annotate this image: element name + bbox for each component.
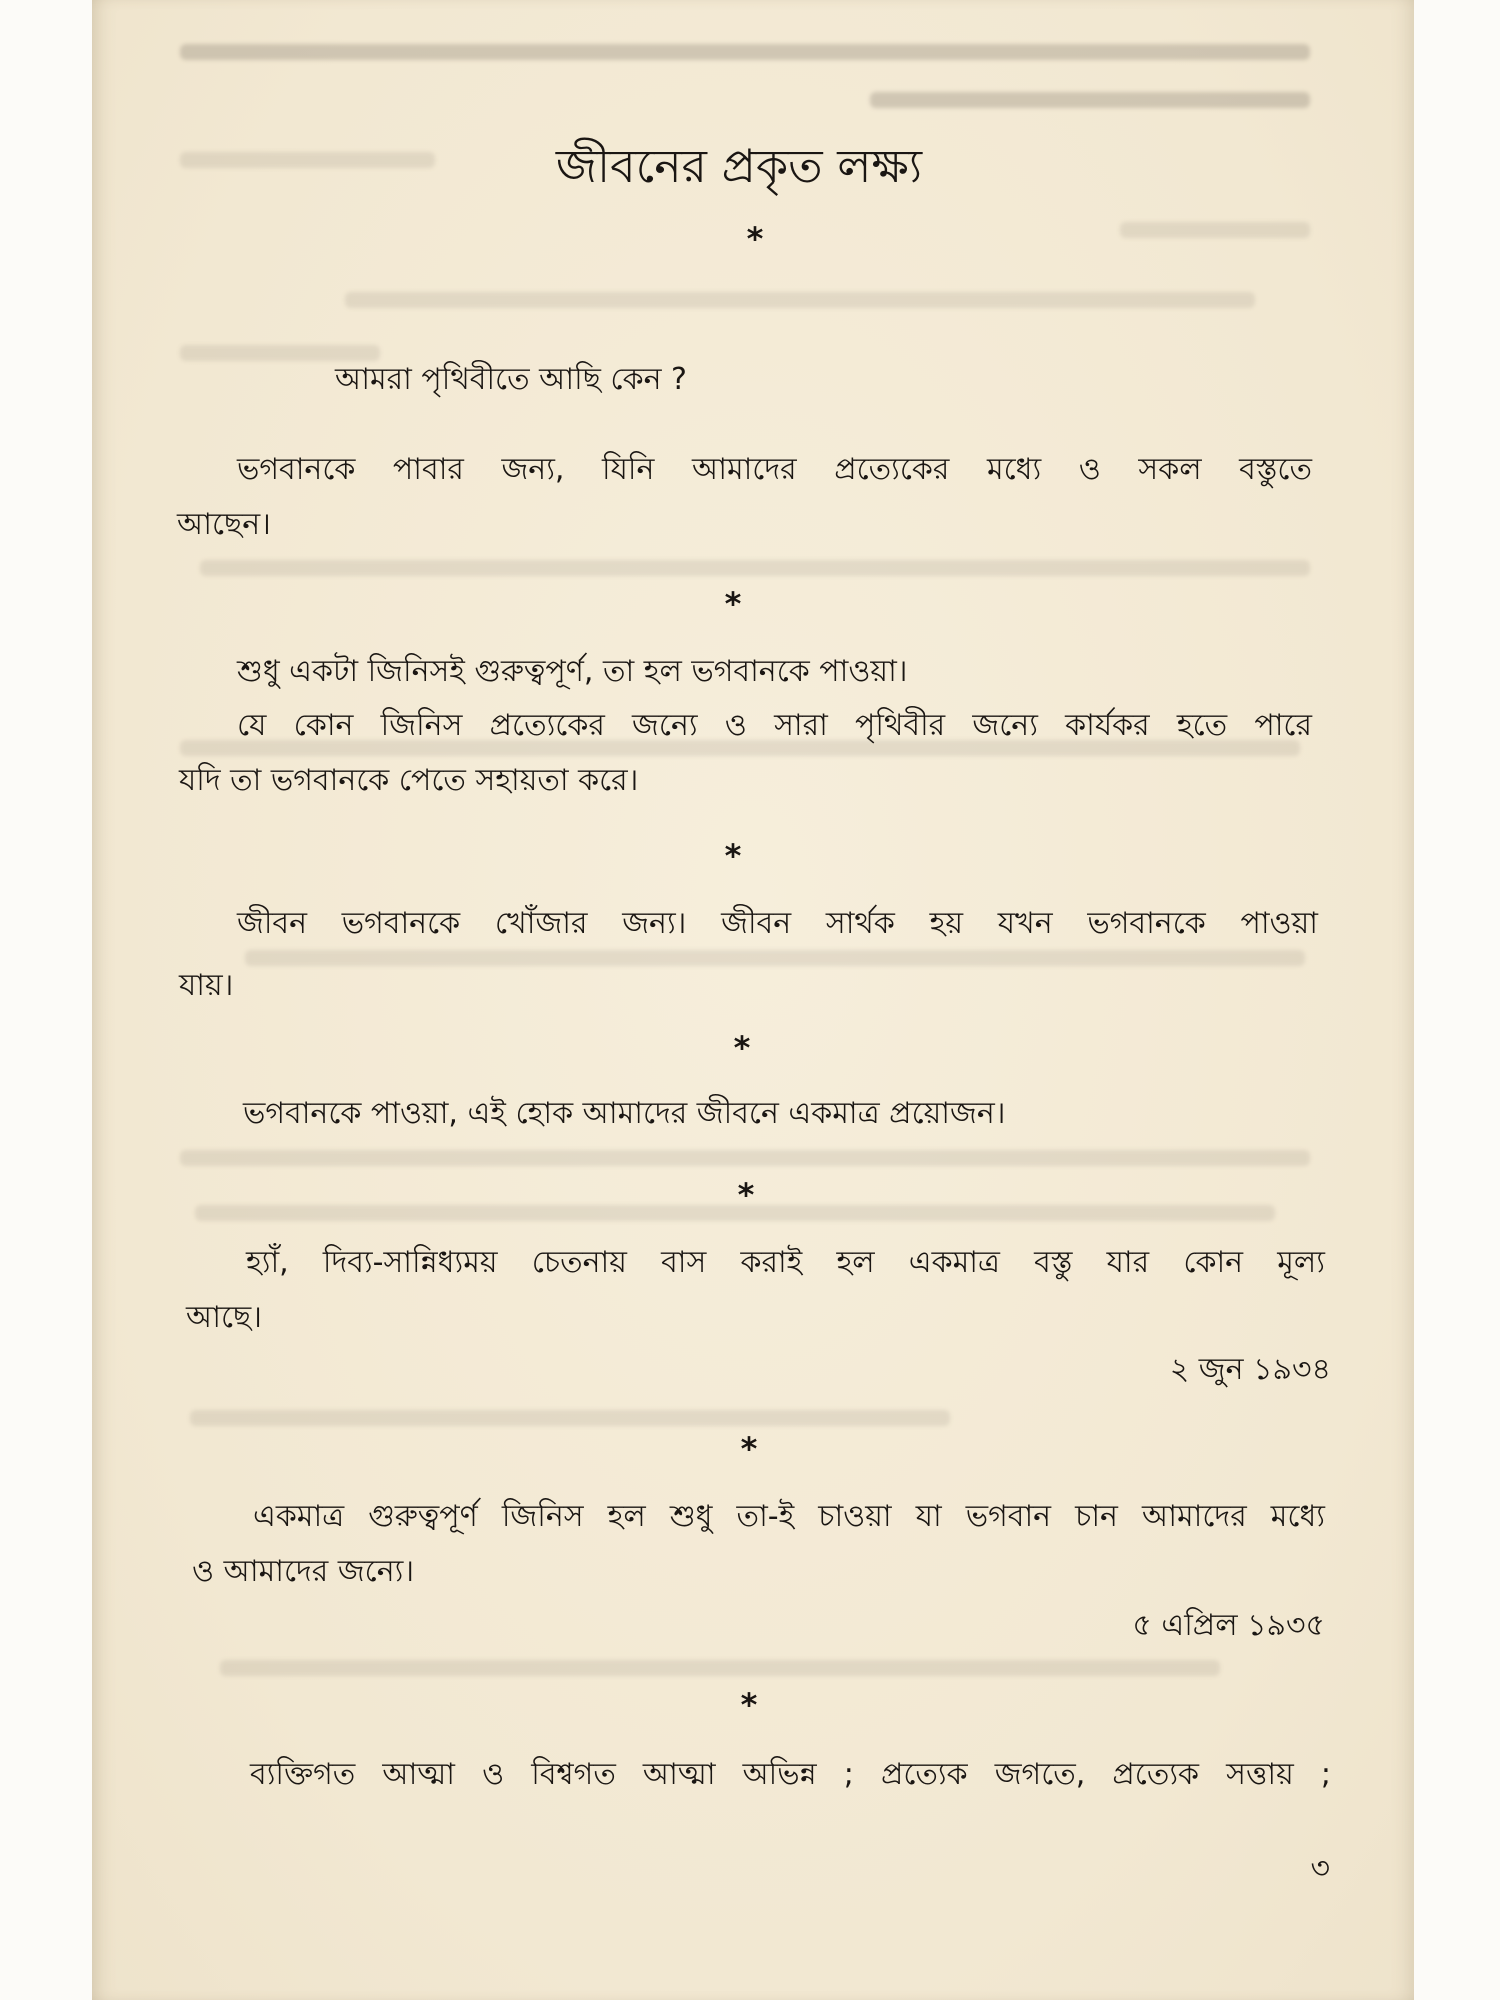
separator-asterisk: * bbox=[737, 1176, 755, 1214]
page-title: জীবনের প্রকৃত লক্ষ্য bbox=[555, 139, 923, 193]
text-line: যদি তা ভগবানকে পেতে সহায়তা করে। bbox=[179, 763, 639, 798]
text-line: শুধু একটা জিনিসই গুরুত্বপূর্ণ, তা হল ভগবানকে পাওয়া। bbox=[237, 654, 908, 689]
question-line: আমরা পৃথিবীতে আছি কেন ? bbox=[335, 362, 687, 397]
separator-asterisk: * bbox=[733, 1029, 751, 1067]
page-number: ৩ bbox=[1310, 1851, 1330, 1886]
text-line: জীবন ভগবানকে খোঁজার জন্য। জীবন সার্থক হয় যখন ভগবানকে পাওয়া bbox=[237, 906, 1318, 941]
text-line: যে কোন জিনিস প্রত্যেকের জন্যে ও সারা পৃথিবীর জন্যে কার্যকর হতে পারে bbox=[237, 708, 1312, 743]
text-line: আছেন। bbox=[177, 507, 271, 542]
text-line: ভগবানকে পাওয়া, এই হোক আমাদের জীবনে একমাত্র প্রয়োজন। bbox=[243, 1096, 1006, 1131]
text-line: হ্যাঁ, দিব্য-সান্নিধ্যময় চেতনায় বাস করাই হল একমাত্র বস্তু যার কোন মূল্য bbox=[246, 1245, 1325, 1280]
separator-asterisk: * bbox=[746, 220, 764, 258]
text-line: ভগবানকে পাবার জন্য, যিনি আমাদের প্রত্যেকের মধ্যে ও সকল বস্তুতে bbox=[237, 452, 1312, 487]
separator-asterisk: * bbox=[740, 1430, 758, 1468]
date-line: ৫ এপ্রিল ১৯৩৫ bbox=[1132, 1608, 1325, 1643]
text-line: আছে। bbox=[186, 1300, 262, 1335]
separator-asterisk: * bbox=[724, 837, 742, 875]
text-line: একমাত্র গুরুত্বপূর্ণ জিনিস হল শুধু তা-ই চাওয়া যা ভগবান চান আমাদের মধ্যে bbox=[253, 1499, 1325, 1534]
text-line: ও আমাদের জন্যে। bbox=[192, 1554, 415, 1589]
text-line: ব্যক্তিগত আত্মা ও বিশ্বগত আত্মা অভিন্ন ; প্রত্যেক জগতে, প্রত্যেক সত্তায় ; bbox=[250, 1757, 1331, 1792]
date-line: ২ জুন ১৯৩৪ bbox=[1169, 1352, 1331, 1387]
separator-asterisk: * bbox=[724, 585, 742, 623]
separator-asterisk: * bbox=[740, 1686, 758, 1724]
text-line: যায়। bbox=[179, 968, 234, 1003]
